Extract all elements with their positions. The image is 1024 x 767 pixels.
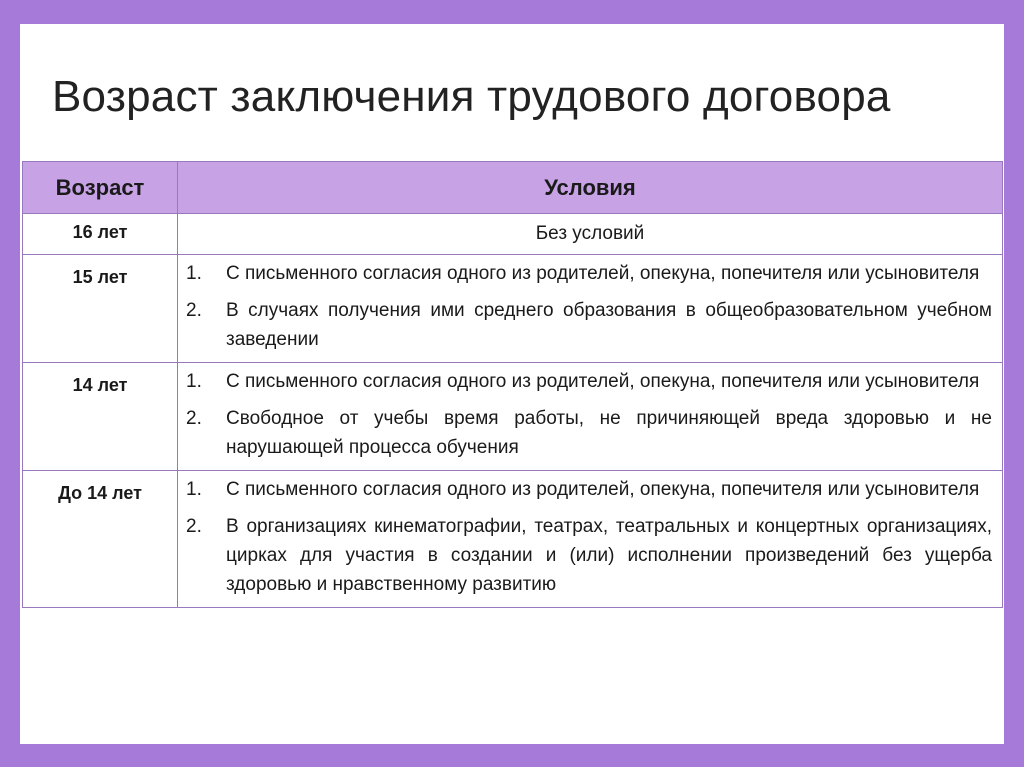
list-item-number: 1. — [186, 263, 202, 284]
table-row — [23, 471, 1003, 608]
condition-list — [186, 259, 992, 354]
slide — [20, 24, 1004, 744]
list-item-text: Свободное от учебы время работы, не причиняющей вреда здоровью и не нарушающей процесса обучения — [226, 408, 992, 458]
list-item — [186, 404, 992, 462]
header-conditions: Условия — [178, 162, 1003, 214]
list-item-number: 1. — [186, 479, 202, 500]
list-item-text: В случаях получения ими среднего образования в общеобразовательном учебном заведении — [226, 300, 992, 350]
list-item-number: 2. — [186, 408, 202, 429]
condition-list — [186, 475, 992, 599]
list-item — [186, 296, 992, 354]
list-item — [186, 512, 992, 599]
list-item-text: С письменного согласия одного из родителей, опекуна, попечителя или усыновителя — [226, 371, 980, 392]
age-cell: 14 лет — [23, 363, 178, 471]
age-cell: До 14 лет — [23, 471, 178, 608]
conditions-table — [22, 161, 1003, 608]
list-item-text: С письменного согласия одного из родителей, опекуна, попечителя или усыновителя — [226, 263, 980, 284]
table-row — [23, 363, 1003, 471]
slide-title: Возраст заключения трудового договора — [52, 72, 891, 121]
list-item-number: 2. — [186, 300, 202, 321]
list-item-text: С письменного согласия одного из родителей, опекуна, попечителя или усыновителя — [226, 479, 980, 500]
condition-cell — [178, 471, 1003, 608]
condition-cell — [178, 363, 1003, 471]
table-header-row — [23, 162, 1003, 214]
list-item — [186, 475, 992, 504]
list-item-text: В организациях кинематографии, театрах, театральных и концертных организациях, цирках для участия в создании и (или) исполнении произведений без ущерба здоровью и нравственному развитию — [226, 516, 992, 595]
age-cell: 16 лет — [23, 214, 178, 255]
condition-list — [186, 367, 992, 462]
table-row — [23, 255, 1003, 363]
list-item-number: 1. — [186, 371, 202, 392]
list-item — [186, 367, 992, 396]
table-row — [23, 214, 1003, 255]
list-item-number: 2. — [186, 516, 202, 537]
age-cell: 15 лет — [23, 255, 178, 363]
condition-cell — [178, 255, 1003, 363]
condition-cell: Без условий — [178, 214, 1003, 255]
list-item — [186, 259, 992, 288]
header-age: Возраст — [23, 162, 178, 214]
